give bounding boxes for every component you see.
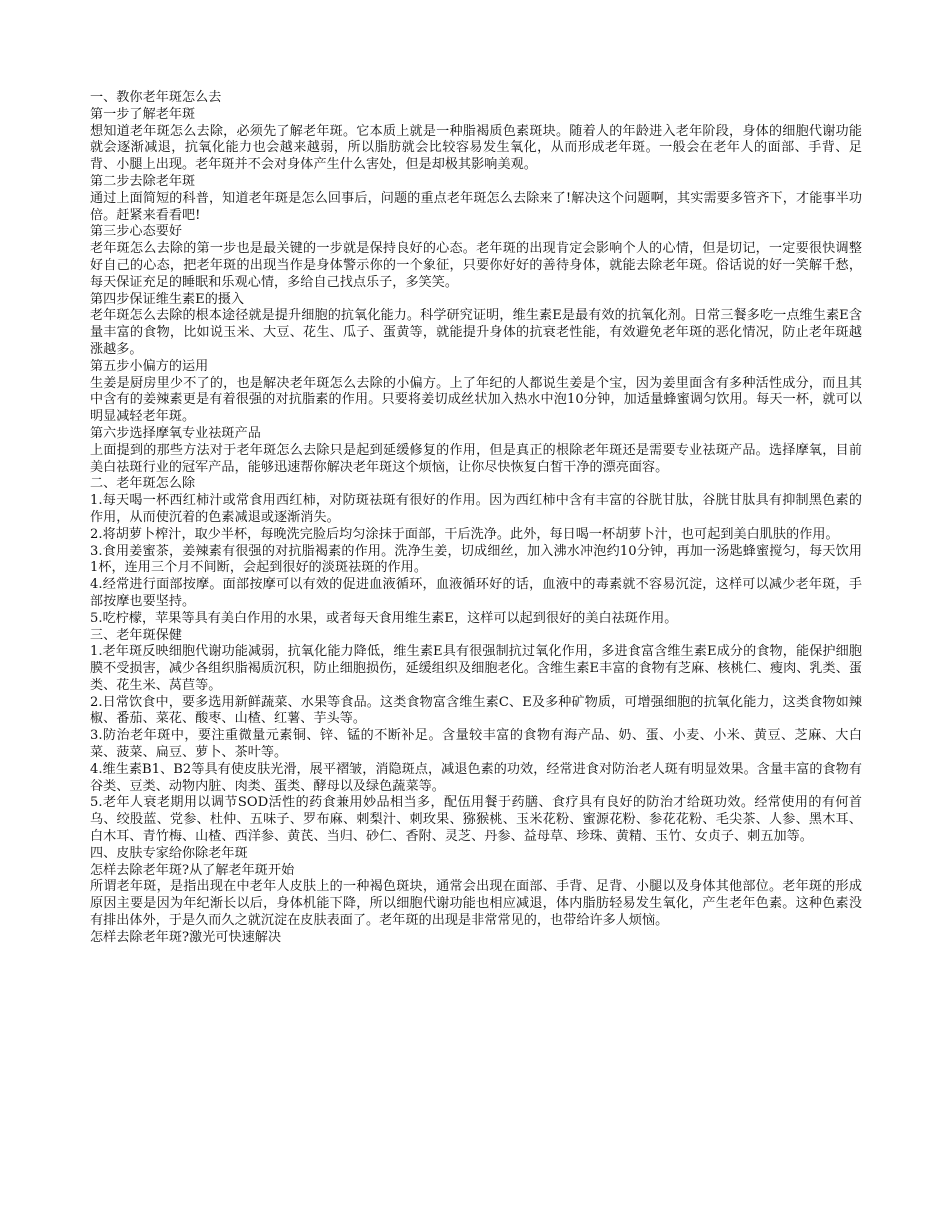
body-paragraph: 4.维生素B1、B2等具有使皮肤光滑，展平褶皱，消隐斑点，减退色素的功效，经常进食对防治老人斑有明显效果。含量丰富的食物有谷类、豆类、动物内脏、肉类、蛋类、酵母以及绿色蔬菜等。	[90, 761, 862, 794]
section-heading: 第五步小偏方的运用	[90, 358, 209, 374]
section-heading: 一、教你老年斑怎么去	[90, 90, 222, 105]
body-paragraph: 老年斑怎么去除的根本途径就是提升细胞的抗氧化能力。科学研究证明，维生素E是最有效的抗氧化剂。日常三餐多吃一点维生素E含量丰富的食物，比如说玉米、大豆、花生、瓜子、蛋黄等，就能提升身体的抗衰老性能，有效避免老年斑的恶化情况，防止老年斑越涨越多。	[90, 308, 862, 357]
body-paragraph: 3.防治老年斑中，要注重微量元素铜、锌、锰的不断补足。含量较丰富的食物有海产品、奶、蛋、小麦、小米、黄豆、芝麻、大白菜、菠菜、扁豆、萝卜、茶叶等。	[90, 728, 862, 761]
section-heading: 第六步选择摩氧专业祛斑产品	[90, 425, 261, 441]
body-paragraph: 5.吃柠檬，苹果等具有美白作用的水果，或者每天食用维生素E，这样可以起到很好的美白祛斑作用。	[90, 610, 678, 626]
body-paragraph: 通过上面简短的科普，知道老年斑是怎么回事后，问题的重点老年斑怎么去除来了!解决这个问题啊，其实需要多管齐下，才能事半功倍。赶紧来看看吧!	[90, 190, 862, 223]
body-paragraph: 2.将胡萝卜榨汁，取少半杯，每晚洗完脸后均匀涂抹于面部，干后洗净。此外，每日喝一杯胡萝卜汁，也可起到美白肌肤的作用。	[90, 526, 839, 542]
section-heading: 第四步保证维生素E的摄入	[90, 291, 245, 307]
body-paragraph: 2.日常饮食中，要多选用新鲜蔬菜、水果等食品。这类食物富含维生素C、E及多种矿物质，可增强细胞的抗氧化能力，这类食物如辣椒、番茄、菜花、酸枣、山楂、红薯、芋头等。	[90, 694, 862, 727]
article-body	[90, 90, 862, 947]
section-heading: 四、皮肤专家给你除老年斑	[90, 845, 248, 861]
section-heading: 第三步心态要好	[90, 224, 183, 240]
body-paragraph: 1.每天喝一杯西红柿汁或常食用西红柿，对防斑祛斑有很好的作用。因为西红柿中含有丰富的谷胱甘肽，谷胱甘肽具有抑制黑色素的作用，从而使沉着的色素减退或逐渐消失。	[90, 493, 862, 525]
body-paragraph: 上面提到的那些方法对于老年斑怎么去除只是起到延缓修复的作用，但是真正的根除老年斑还是需要专业祛斑产品。选择摩氧，目前美白祛斑行业的冠军产品，能够迅速帮你解决老年斑这个烦恼，让你尽快恢复白皙干净的漂亮面容。	[90, 442, 862, 475]
section-heading: 怎样去除老年斑?从了解老年斑开始	[90, 862, 295, 878]
section-heading: 第一步了解老年斑	[90, 106, 196, 122]
body-paragraph: 1.老年斑反映细胞代谢功能减弱，抗氧化能力降低，维生素E具有很强制抗过氧化作用，多进食富含维生素E成分的食物，能保护细胞膜不受损害，减少各组织脂褐质沉积，防止细胞损伤，延缓组织及细胞老化。含维生素E丰富的食物有芝麻、核桃仁、瘦肉、乳类、蛋类、花生米、莴苣等。	[90, 644, 862, 693]
body-paragraph: 生姜是厨房里少不了的，也是解决老年斑怎么去除的小偏方。上了年纪的人都说生姜是个宝，因为姜里面含有多种活性成分，而且其中含有的姜辣素更是有着很强的对抗脂素的作用。只要将姜切成丝状加入热水中泡10分钟，加适量蜂蜜调匀饮用。每天一杯，就可以明显减轻老年斑。	[90, 375, 862, 425]
body-paragraph: 5.老年人衰老期用以调节SOD活性的药食兼用妙品相当多，配伍用餐于药膳、食疗具有良好的防治才给斑功效。经常使用的有何首乌、绞股蓝、党参、杜仲、五味子、罗布麻、刺梨汁、刺玫果、猕猴桃、玉米花粉、蜜源花粉、参花花粉、毛尖茶、人参、黑木耳、白木耳、青竹梅、山楂、西洋参、黄芪、当归、砂仁、香附、灵芝、丹参、益母草、珍珠、黄精、玉竹、女贞子、刺五加等。	[90, 795, 862, 845]
body-paragraph: 所谓老年斑，是指出现在中老年人皮肤上的一种褐色斑块，通常会出现在面部、手背、足背、小腿以及身体其他部位。老年斑的形成原因主要是因为年纪渐长以后，身体机能下降，所以细胞代谢功能也相应减退，体内脂肪轻易发生氧化，产生老年色素。这种色素没有排出体外，于是久而久之就沉淀在皮肤表面了。老年斑的出现是非常常见的，也带给许多人烦恼。	[90, 879, 862, 929]
section-heading: 第二步去除老年斑	[90, 173, 196, 189]
section-heading: 怎样去除老年斑?激光可快速解决	[90, 929, 282, 945]
body-paragraph: 老年斑怎么去除的第一步也是最关键的一步就是保持良好的心态。老年斑的出现肯定会影响个人的心情，但是切记，一定要很快调整好自己的心态，把老年斑的出现当作是身体警示你的一个象征，只要你好好的善待身体，就能去除老年斑。俗话说的好一笑解千愁，每天保证充足的睡眠和乐观心情，多给自己找点乐子，多笑笑。	[90, 241, 862, 290]
section-heading: 二、老年斑怎么除	[90, 476, 196, 492]
body-paragraph: 4.经常进行面部按摩。面部按摩可以有效的促进血液循环，血液循环好的话，血液中的毒素就不容易沉淀，这样可以减少老年斑，手部按摩也要坚持。	[90, 577, 862, 609]
section-heading: 三、老年斑保健	[90, 627, 183, 643]
body-paragraph: 3.食用姜蜜茶，姜辣素有很强的对抗脂褐素的作用。洗净生姜，切成细丝，加入沸水冲泡约10分钟，再加一汤匙蜂蜜搅匀，每天饮用1杯，连用三个月不间断，会起到很好的淡斑祛斑的作用。	[90, 543, 862, 576]
body-paragraph: 想知道老年斑怎么去除，必须先了解老年斑。它本质上就是一种脂褐质色素斑块。随着人的年龄进入老年阶段，身体的细胞代谢功能就会逐渐减退，抗氧化能力也会越来越弱，所以脂肪就会比较容易发生氧化，从而形成老年斑。一般会在老年人的面部、手背、足背、小腿上出现。老年斑并不会对身体产生什么害处，但是却极其影响美观。	[90, 123, 862, 173]
